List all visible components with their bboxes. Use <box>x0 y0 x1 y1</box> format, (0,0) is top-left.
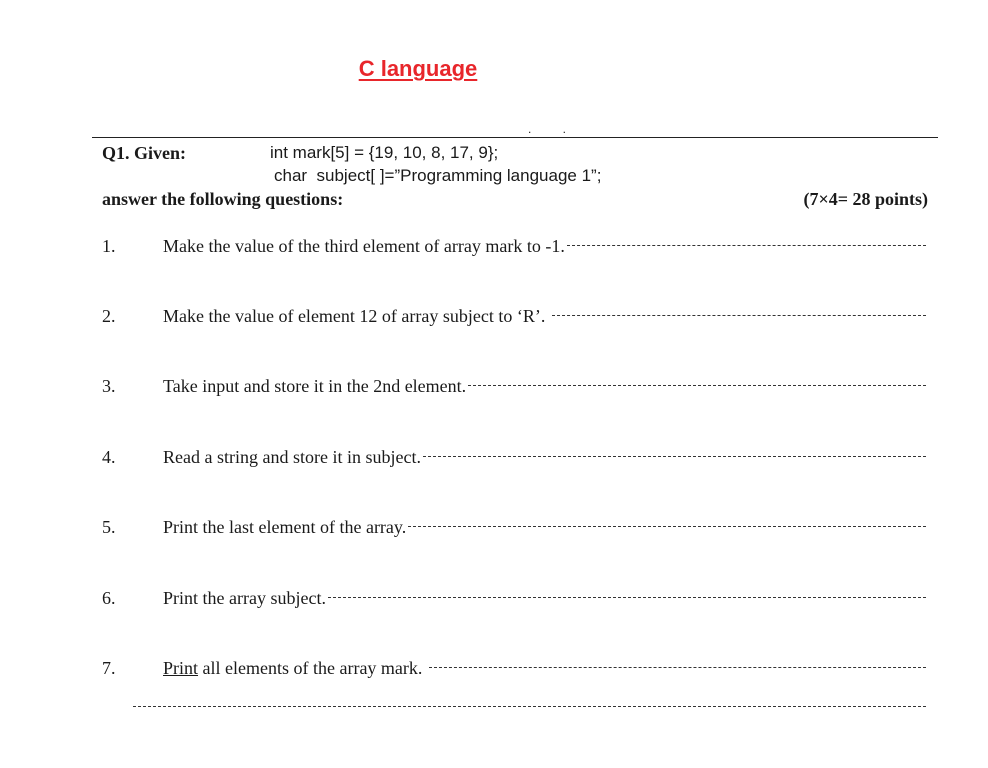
underlined-word: Print <box>163 658 199 678</box>
question-number: 4. <box>102 447 116 467</box>
code-line-subject: char subject[ ]=”Programming language 1”; <box>274 166 602 185</box>
question-number: 2. <box>102 306 116 326</box>
question-item-3 <box>102 376 926 400</box>
question-number: 6. <box>102 588 116 608</box>
page-title: C language <box>358 56 478 81</box>
answer-leader-line <box>423 456 926 457</box>
question-item-1 <box>102 236 926 260</box>
answer-leader-line <box>567 245 926 246</box>
given-label: Q1. Given: <box>102 143 186 163</box>
answer-leader-line <box>328 597 926 598</box>
instructions: answer the following questions: <box>102 189 344 209</box>
question-number: 3. <box>102 376 116 396</box>
question-item-7 <box>102 658 926 682</box>
answer-line-extra <box>133 706 926 707</box>
question-text-rest: all elements of the array mark. <box>198 658 427 678</box>
question-text: Make the value of the third element of array mark to -1. <box>163 236 565 256</box>
header-divider <box>92 137 938 138</box>
code-line-mark: int mark[5] = {19, 10, 8, 17, 9}; <box>270 143 499 162</box>
answer-leader-line <box>408 526 926 527</box>
answer-leader-line <box>552 315 926 316</box>
question-text: Make the value of element 12 of array subject to ‘R’. <box>163 306 550 326</box>
question-item-2 <box>102 306 926 330</box>
question-number: 1. <box>102 236 116 256</box>
question-number: 7. <box>102 658 116 678</box>
question-text <box>163 658 427 679</box>
question-text: Print the last element of the array. <box>163 517 407 537</box>
question-text: Print the array subject. <box>163 588 326 608</box>
question-text: Take input and store it in the 2nd element. <box>163 376 467 396</box>
answer-leader-line <box>429 667 926 668</box>
question-item-4 <box>102 447 926 471</box>
question-number: 5. <box>102 517 116 537</box>
question-item-5 <box>102 517 926 541</box>
points-label: (7×4= 28 points) <box>803 189 928 209</box>
question-item-6 <box>102 588 926 612</box>
answer-leader-line <box>468 385 926 386</box>
decorative-dots: . . <box>528 122 581 136</box>
question-text: Read a string and store it in subject. <box>163 447 421 467</box>
